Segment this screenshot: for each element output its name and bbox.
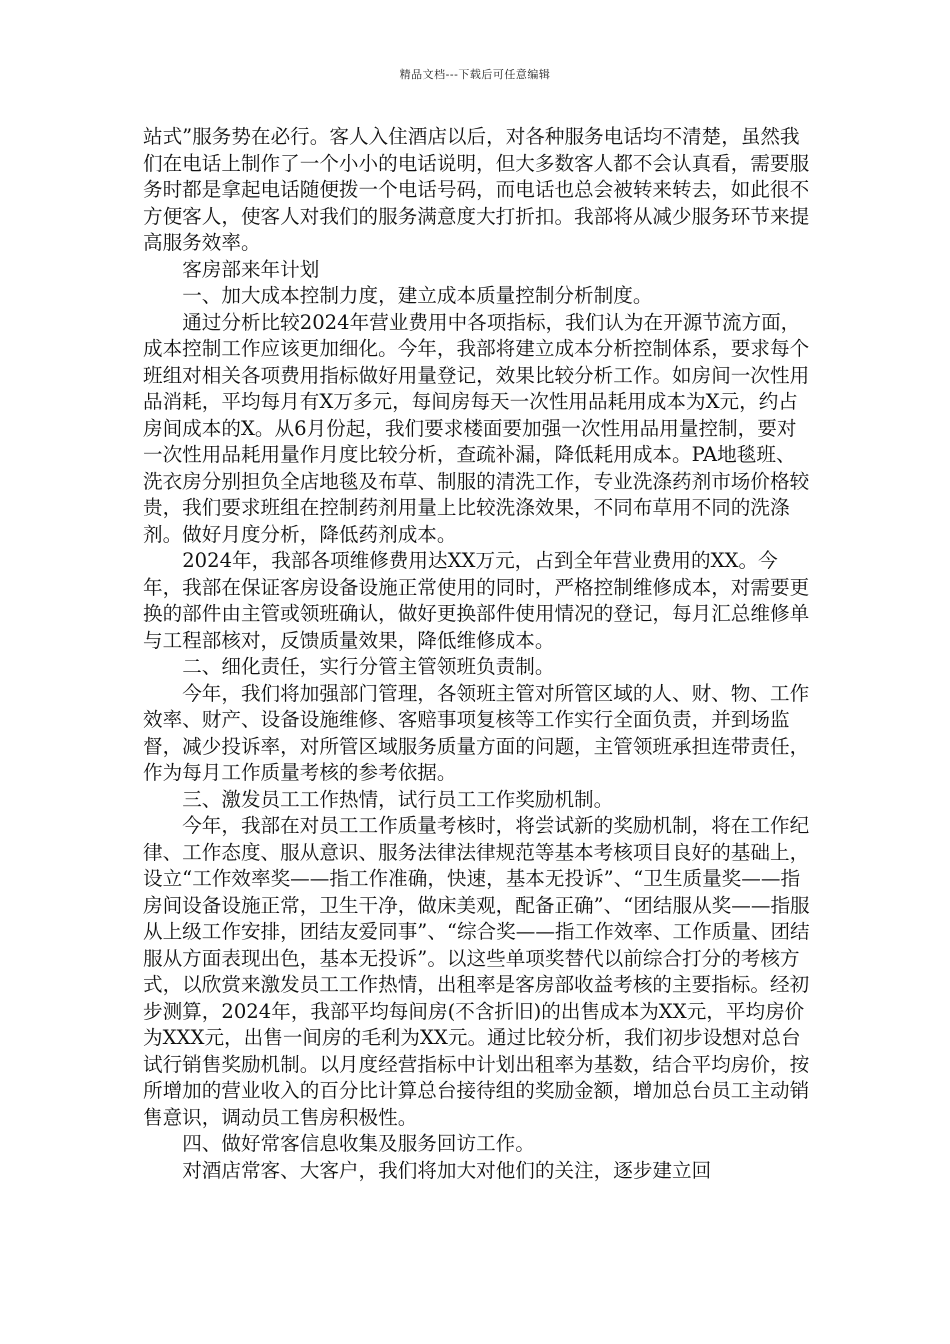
paragraph-cost-analysis: 通过分析比较2024年营业费用中各项指标，我们认为在开源节流方面，成本控制工作应该更加细化。今年，我部将建立成本分析控制体系，要求每个班组对相关各项费用指标做好用量登记，效果比较分析工作。如房间一次性用品消耗，平均每月有X万多元，每间房每天一次性用品耗用成本为X元，约占房间成本的X。从6月份起，我们要求楼面要加强一次性用品用量控制，要对一次性用品耗用量作月度比较分析，查疏补漏，降低耗用成本。PA地毯班、洗衣房分别担负全店地毯及布草、制服的清洗工作，专业洗涤药剂市场价格较贵，我们要求班组在控制药剂用量上比较洗涤效果，不同布草用不同的洗涤剂。做好月度分析，降低药剂成本。 (143, 310, 810, 546)
paragraph-maintenance-cost: 2024年，我部各项维修费用达XX万元，占到全年营业费用的XX。今年，我部在保证客房设备设施正常使用的同时，严格控制维修成本，对需要更换的部件由主管或领班确认，做好更换部件使用情况的登记，每月汇总维修单与工程部核对，反馈质量效果，降低维修成本。 (143, 549, 810, 652)
paragraph-management: 今年，我们将加强部门管理，各领班主管对所管区域的人、财、物、工作效率、财产、设备设施维修、客赔事项复核等工作实行全面负责，并到场监督，减少投诉率，对所管区域服务质量方面的问题，主管领班承担连带责任，作为每月工作质量考核的参考依据。 (143, 681, 810, 784)
paragraph-reward-mechanism: 今年，我部在对员工工作质量考核时，将尝试新的奖励机制，将在工作纪律、工作态度、服从意识、服务法律法律规范等基本考核项目良好的基础上，设立“工作效率奖——指工作准确，快速，基本无投诉”、“卫生质量奖——指房间设备设施正常，卫生干净，做床美观，配备正确”、“团结服从奖——指服从上级工作安排，团结友爱同事”、“综合奖——指工作效率、工作质量、团结服从方面表现出色，基本无投诉”。以这些单项奖替代以前综合打分的考核方式，以欣赏来激发员工工作热情，出租率是客房部收益考核的主要指标。经初步测算，2024年，我部平均每间房(不含折旧)的出售成本为XX元，平均房价为XXX元，出售一间房的毛利为XX元。通过比较分析，我们初步设想对总台试行销售奖励机制。以月度经营指标中计划出租率为基数，结合平均房价，按所增加的营业收入的百分比计算总台接待组的奖励金额，增加总台员工主动销售意识，调动员工售房积极性。 (143, 814, 810, 1129)
heading-cost-control: 一、加大成本控制力度，建立成本质量控制分析制度。 (182, 284, 653, 307)
page-header: 精品文档---下载后可任意编辑 (399, 68, 551, 81)
section-title-annual-plan: 客房部来年计划 (182, 257, 320, 281)
paragraph-regular-guests: 对酒店常客、大客户，我们将加大对他们的关注，逐步建立回 (182, 1158, 712, 1182)
heading-guest-info: 四、做好常客信息收集及服务回访工作。 (182, 1132, 535, 1155)
paragraph-service-intro: 站式”服务势在必行。客人入住酒店以后，对各种服务电话均不清楚，虽然我们在电话上制作了一个小小的电话说明，但大多数客人都不会认真看，需要服务时都是拿起电话随便拨一个电话号码，而电话也总会被转来转去，如此很不方便客人，使客人对我们的服务满意度大打折扣。我部将从减少服务环节来提高服务效率。 (143, 125, 810, 254)
heading-responsibility: 二、细化责任，实行分管主管领班负责制。 (182, 655, 555, 678)
document-body (143, 124, 813, 1184)
heading-incentive: 三、激发员工工作热情，试行员工工作奖励机制。 (182, 787, 614, 811)
